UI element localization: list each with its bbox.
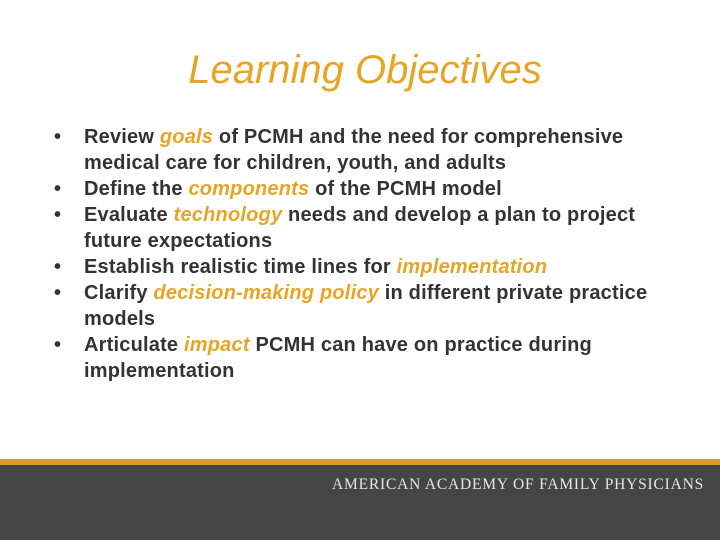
objective-text: Review	[84, 126, 160, 148]
objective-keyword: decision-making policy	[153, 282, 379, 304]
learning-objectives-list	[52, 124, 672, 384]
objective-text: Clarify	[84, 282, 154, 304]
bullet-icon: •	[54, 256, 62, 278]
objective-text: Define the	[84, 178, 189, 200]
objective-text: of the PCMH model	[309, 178, 502, 200]
slide-title: Learning Objectives	[188, 48, 542, 92]
objective-keyword: components	[188, 178, 310, 200]
bullet-icon: •	[54, 334, 62, 356]
objective-text: Evaluate	[84, 204, 174, 226]
objective-keyword: technology	[173, 204, 283, 226]
objective-item	[52, 176, 672, 202]
objective-item	[52, 332, 672, 384]
objective-keyword: goals	[159, 126, 214, 148]
objective-keyword: impact	[184, 334, 250, 356]
objective-text: needs and develop a plan to project future expectations	[84, 204, 636, 252]
objective-item	[52, 280, 672, 332]
objective-item	[52, 124, 672, 176]
objective-text: in different private practice models	[84, 282, 648, 330]
objective-keyword: implementation	[396, 256, 548, 278]
bullet-icon: •	[54, 126, 62, 148]
objective-text: Articulate	[84, 334, 185, 356]
bullet-icon: •	[54, 178, 62, 200]
bullet-icon: •	[54, 204, 62, 226]
objective-item	[52, 254, 672, 280]
objective-text: Establish realistic time lines for	[84, 256, 397, 278]
bullet-icon: •	[54, 282, 62, 304]
objective-text: of PCMH and the need for comprehensive medical care for children, youth, and adults	[84, 126, 624, 174]
objective-text: PCMH can have on practice during implementation	[84, 334, 592, 382]
objective-item	[52, 202, 672, 254]
organization-logo-text: AMERICAN ACADEMY OF FAMILY PHYSICIANS	[332, 476, 704, 493]
